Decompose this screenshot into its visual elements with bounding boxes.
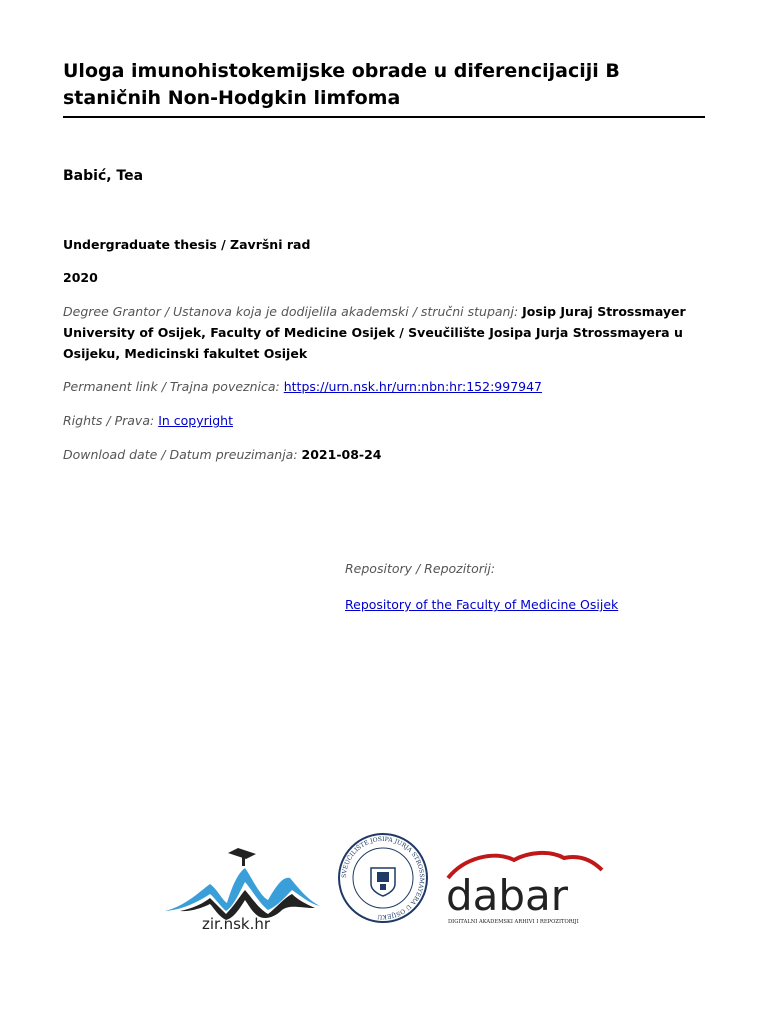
repository-link[interactable]: Repository of the Faculty of Medicine Osijek [345,597,619,612]
degree-grantor-label: Degree Grantor / Ustanova koja je dodijelila akademski / stručni stupanj: [63,304,519,319]
title-divider [63,116,705,118]
permanent-link-label: Permanent link / Trajna poveznica: [63,379,280,394]
permanent-link-url[interactable]: https://urn.nsk.hr/urn:nbn:hr:152:997947 [283,379,543,394]
degree-grantor [63,301,713,364]
university-seal[interactable] [337,832,429,924]
permanent-link [63,376,713,397]
author: Babić, Tea [63,168,144,184]
dabar-logo[interactable] [444,848,606,928]
rights-label: Rights / Prava: [63,413,155,428]
thesis-type: Undergraduate thesis / Završni rad [63,237,311,252]
dabar-subtitle: DIGITALNI AKADEMSKI ARHIVI I REPOZITORIJI [448,919,579,925]
download-date [63,444,713,465]
seal-text: SVEUČILIŠTE JOSIPA JURJA STROSSMAYERA U OSIJEKU [340,835,426,921]
year: 2020 [63,270,98,285]
university-seal-icon [337,832,429,924]
dabar-text: dabar [446,871,569,920]
dabar-beaver-icon [444,848,606,928]
document-title: Uloga imunohistokemijske obrade u diferencijaciji B staničnih Non-Hodgkin limfoma [63,60,620,109]
rights [63,410,713,431]
zir-mountains-icon [160,838,330,933]
zir-text: zir.nsk.hr [202,915,271,933]
zir-logo[interactable] [160,838,330,933]
rights-link[interactable]: In copyright [158,413,233,428]
repository-label: Repository / Repozitorij: [345,561,496,576]
download-date-label: Download date / Datum preuzimanja: [63,447,298,462]
degree-grantor-value: Josip Juraj Strossmayer University of Osijek, Faculty of Medicine Osijek / Sveučilište Josipa Jurja Strossmayera u Osijeku, Medicinski fakultet Osijek [63,304,686,361]
download-date-value: 2021-08-24 [301,447,382,462]
